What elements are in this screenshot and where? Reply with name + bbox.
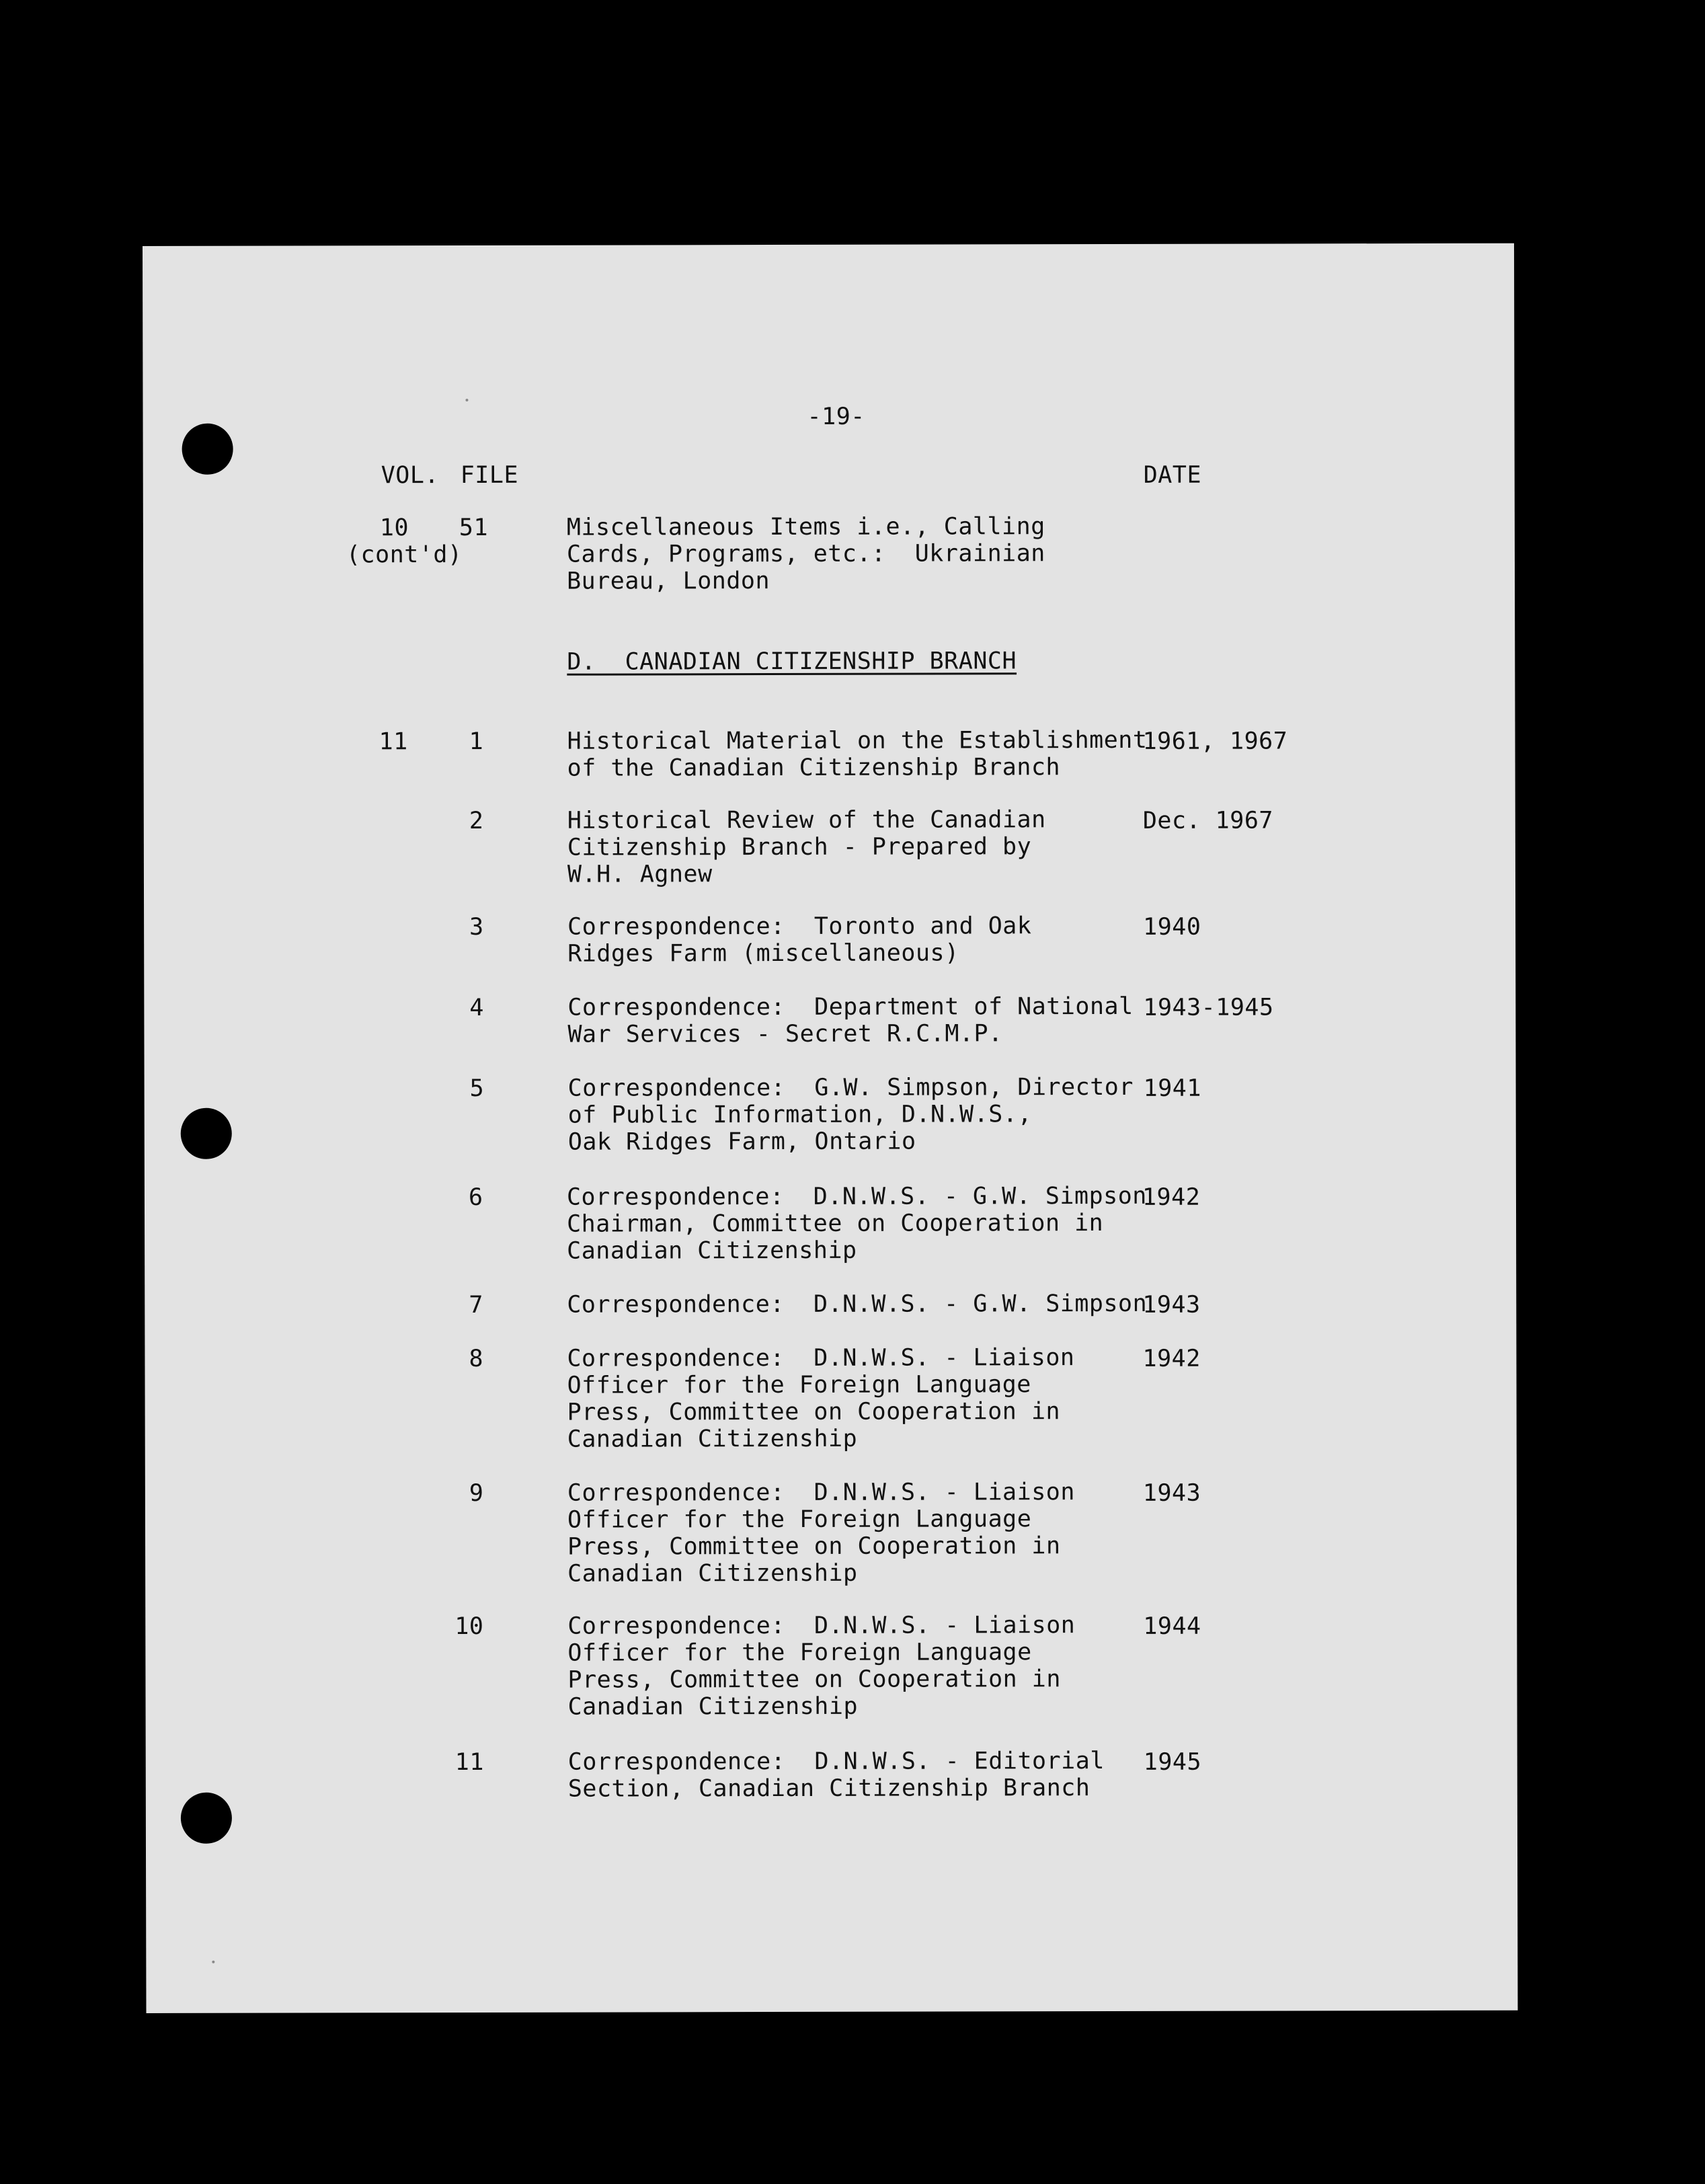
description-line: Canadian Citizenship <box>567 1692 859 1721</box>
description-line: Canadian Citizenship <box>567 1559 858 1588</box>
entry-date: 1943 <box>1142 1479 1201 1507</box>
description-line: Press, Committee on Cooperation in <box>567 1398 1061 1426</box>
continued-file: 51 <box>459 514 489 542</box>
entry-date: Dec. 1967 <box>1142 807 1273 834</box>
entry-date: 1944 <box>1143 1612 1201 1640</box>
description-line: Officer for the Foreign Language <box>567 1371 1031 1399</box>
continued-vol-note: (cont'd) <box>346 541 463 569</box>
entry-file: 5 <box>469 1075 485 1102</box>
entry-date: 1943 <box>1142 1291 1201 1319</box>
entry-file: 1 <box>469 728 484 755</box>
punch-hole-top <box>182 424 233 475</box>
paper-speck <box>212 1961 214 1963</box>
entry-file: 9 <box>469 1479 484 1507</box>
description-line: Miscellaneous Items i.e., Calling <box>566 513 1045 541</box>
entry-file: 4 <box>469 994 484 1021</box>
punch-hole-bottom <box>181 1793 232 1844</box>
entry-date: 1943-1945 <box>1143 994 1274 1021</box>
entry-date: 1942 <box>1142 1183 1201 1211</box>
description-line: War Services - Secret R.C.M.P. <box>567 1020 1003 1048</box>
paper-speck <box>465 399 468 401</box>
punch-hole-middle <box>181 1108 232 1159</box>
description-line: Officer for the Foreign Language <box>567 1506 1032 1534</box>
description-line: Correspondence: D.N.W.S. - Editorial <box>567 1748 1105 1776</box>
column-header-vol: VOL. <box>381 462 440 490</box>
description-line: Oak Ridges Farm, Ontario <box>567 1128 916 1156</box>
description-line: Historical Review of the Canadian <box>567 806 1046 834</box>
entry-date: 1942 <box>1142 1345 1201 1372</box>
continued-vol: 10 <box>379 514 409 542</box>
document-page <box>143 243 1517 2013</box>
description-line: Correspondence: D.N.W.S. - Liaison <box>567 1344 1075 1372</box>
description-line: Cards, Programs, etc.: Ukrainian <box>566 540 1045 568</box>
entry-date: 1945 <box>1143 1748 1202 1776</box>
description-line: Correspondence: D.N.W.S. - G.W. Simpson <box>566 1182 1147 1211</box>
entry-file: 8 <box>469 1345 484 1372</box>
entry-file: 6 <box>468 1183 483 1211</box>
page-number: -19- <box>807 403 865 430</box>
entry-file: 10 <box>454 1612 484 1641</box>
entry-file: 7 <box>469 1291 483 1319</box>
description-line: Correspondence: D.N.W.S. - Liaison <box>567 1612 1076 1640</box>
description-line: Correspondence: Department of National <box>567 992 1134 1021</box>
description-line: of Public Information, D.N.W.S., <box>567 1101 1033 1129</box>
column-header-date: DATE <box>1143 461 1202 489</box>
entry-file: 2 <box>469 807 484 834</box>
description-line: Bureau, London <box>567 568 770 595</box>
section-vol: 11 <box>379 728 408 756</box>
description-line: Chairman, Committee on Cooperation in <box>567 1210 1104 1238</box>
description-line: Correspondence: D.N.W.S. - G.W. Simpson <box>567 1290 1148 1319</box>
description-line: Historical Material on the Establishment <box>567 726 1148 755</box>
entry-file: 11 <box>454 1748 484 1777</box>
description-line: W.H. Agnew <box>567 861 713 888</box>
description-line: Canadian Citizenship <box>567 1425 858 1453</box>
section-heading: D. CANADIAN CITIZENSHIP BRANCH <box>567 648 1017 676</box>
entry-date: 1941 <box>1143 1075 1201 1102</box>
description-line: Press, Committee on Cooperation in <box>567 1666 1061 1694</box>
description-line: Correspondence: G.W. Simpson, Director <box>567 1073 1134 1102</box>
description-line: Correspondence: D.N.W.S. - Liaison <box>567 1479 1075 1507</box>
entry-date: 1940 <box>1143 913 1201 941</box>
description-line: Officer for the Foreign Language <box>567 1639 1032 1667</box>
column-header-file: FILE <box>460 461 519 490</box>
description-line: Canadian Citizenship <box>567 1237 857 1265</box>
description-line: of the Canadian Citizenship Branch <box>567 754 1061 782</box>
entry-date: 1961, 1967 <box>1142 728 1288 755</box>
description-line: Correspondence: Toronto and Oak <box>567 912 1032 941</box>
description-line: Ridges Farm (miscellaneous) <box>567 939 959 968</box>
description-line: Press, Committee on Cooperation in <box>567 1532 1061 1561</box>
description-line: Citizenship Branch - Prepared by <box>567 833 1032 861</box>
description-line: Section, Canadian Citizenship Branch <box>567 1774 1091 1803</box>
entry-file: 3 <box>469 913 484 941</box>
